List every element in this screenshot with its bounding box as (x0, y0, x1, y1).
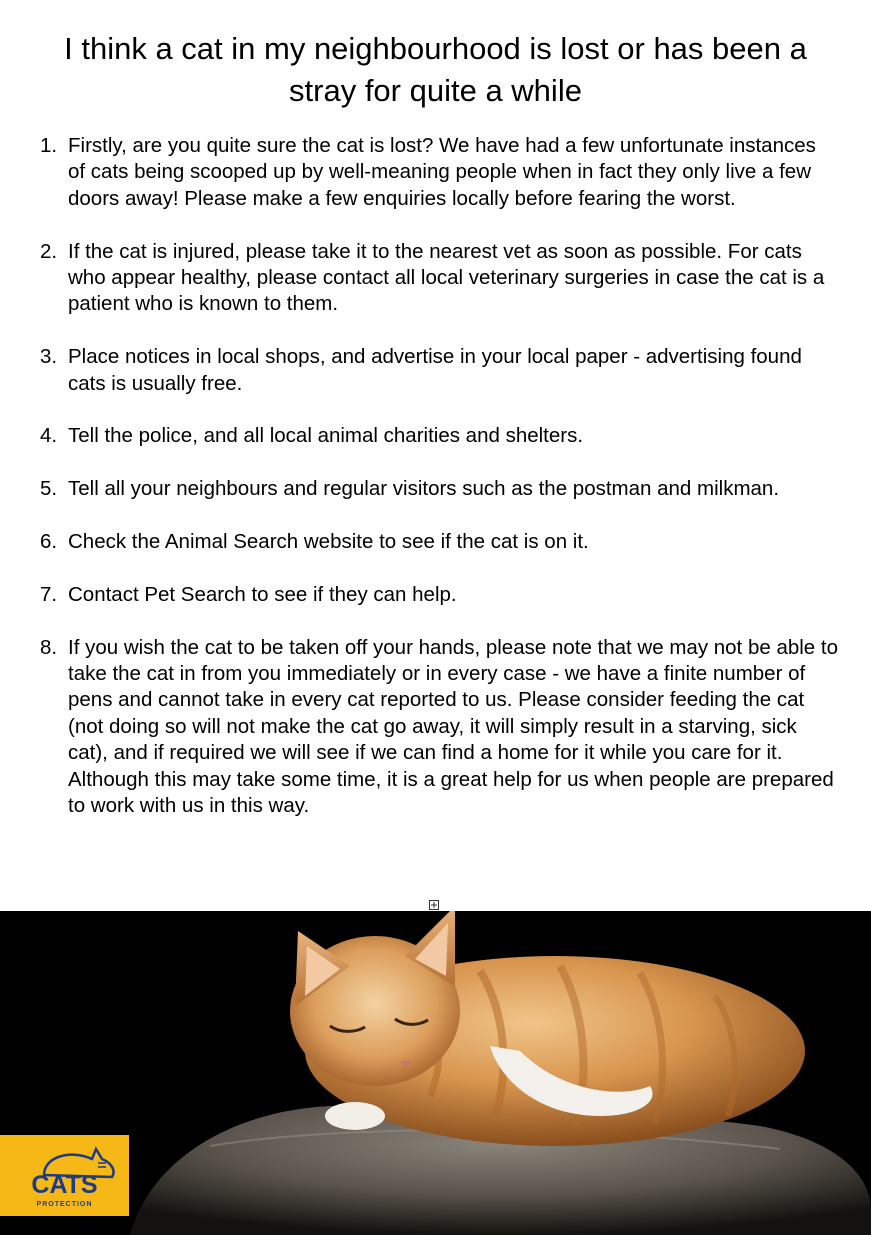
advice-list (40, 133, 839, 846)
list-number: 2. (40, 239, 58, 263)
list-number: 4. (40, 424, 58, 448)
list-item (40, 476, 838, 502)
list-item (40, 344, 838, 397)
list-item (40, 133, 838, 212)
list-number: 5. (40, 477, 58, 501)
anchor-handle-icon[interactable] (429, 900, 439, 910)
list-item-text: Place notices in local shops, and advertise in your local paper - advertising found cats is usually free. (68, 345, 802, 395)
logo-wordmark: CATS (31, 1171, 98, 1199)
list-item-text: Contact Pet Search to see if they can help. (68, 582, 457, 606)
list-item-text: Tell the police, and all local animal charities and shelters. (68, 424, 584, 448)
list-number: 7. (40, 582, 58, 606)
list-item-text: Tell all your neighbours and regular visitors such as the postman and milkman. (68, 477, 780, 501)
list-item (40, 582, 838, 608)
list-item (40, 239, 838, 318)
list-item-text: Check the Animal Search website to see if the cat is on it. (68, 530, 589, 554)
page-title: I think a cat in my neighbourhood is lost or has been a stray for quite a while (64, 31, 807, 108)
list-item-text: If the cat is injured, please take it to the nearest vet as soon as possible. For cats who appear healthy, please contact all local veterinary surgeries in case the cat is a patient who is known to them. (68, 239, 825, 316)
list-item (40, 529, 838, 555)
cats-protection-logo (0, 1135, 129, 1216)
list-number: 6. (40, 530, 58, 554)
logo-subtitle: PROTECTION (36, 1201, 93, 1208)
list-number: 1. (40, 134, 58, 157)
list-number: 3. (40, 345, 58, 369)
sleeping-ginger-cat-photo-icon (0, 911, 871, 1235)
cat-photo (0, 911, 871, 1235)
list-item (40, 635, 839, 820)
list-item-text: If you wish the cat to be taken off your hands, please note that we may not be able to take the cat in from you immediately or in every case - we have a finite number of pens and cannot take in every cat reported to us. Please consider feeding the cat (not doing so will not make the cat go away, it will simply result in a starving, sick cat), and if required we will see if we can find a home for it while you care for it. Although this may take some time, it is a great help for us when people are prepared to work with us in this way. (68, 635, 839, 818)
list-number: 8. (40, 635, 58, 659)
list-item-text: Firstly, are you quite sure the cat is lost? We have had a few unfortunate instances of cats being scooped up by well-meaning people when in fact they only live a few doors away! Please make a few enquiries locally before fearing the worst. (68, 134, 816, 210)
list-item (40, 423, 838, 449)
